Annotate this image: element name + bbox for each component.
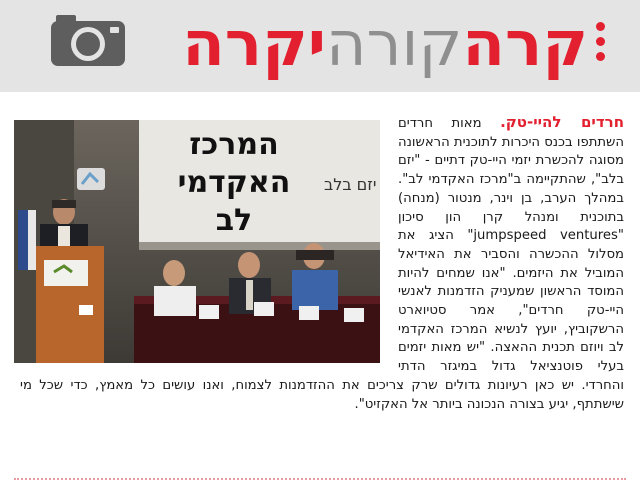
banner-line-2: האקדמי (177, 165, 291, 200)
title-dots (593, 22, 607, 68)
page-header (0, 0, 640, 92)
section-title (182, 6, 588, 82)
bottom-divider (14, 478, 626, 480)
banner-line-1: המרכז (189, 127, 279, 162)
article-text (20, 113, 624, 463)
title-part-happening: קורה (326, 7, 463, 80)
article-body: מאות חרדים השתתפו בכנס היכרות לתוכנית הראשונה מסוגה להכשרת יזמי היי-טק דתיים - "יזם בלב", שהתקיימה ב"מרכז האקדמי לב". במהלך הערב, בן וינר, מנטור (מנחה) בתוכנית ומנהל קרן הון סיכון "jumpspeed ventures" הציג את מסלול ההכשרה והסביר את האידיאל המוביל את היזמים. "אנו שמחים להיות המוסד הראשון שמעניק הזדמנות לאנשי היי-טק חרדים", אמר סטיוארט הרשקוביץ, יועץ לנשיא המרכז האקדמי לב ויוזם תכנית ההאצה. "יש מאות יזמים בעלי פוטנציאל גדול במיגזר הדתי והחרדי. יש כאן רעיונות גדולים שרק צריכים את ההזדמנות לצמוח, ואנו עושים כל מאמץ, כדי שכל מי שישתתף, יגיע בצורה הנכונה ביותר אל האקזיט". (20, 116, 624, 412)
title-part-will-happen: יקרה (182, 7, 327, 80)
article-lead: חרדים להיי-טק. (500, 113, 625, 131)
banner-line-3: לב (215, 203, 253, 238)
camera-icon (50, 13, 126, 67)
banner-side-text: יזם בלב (324, 175, 377, 194)
title-part-happened: קרה (462, 7, 588, 80)
